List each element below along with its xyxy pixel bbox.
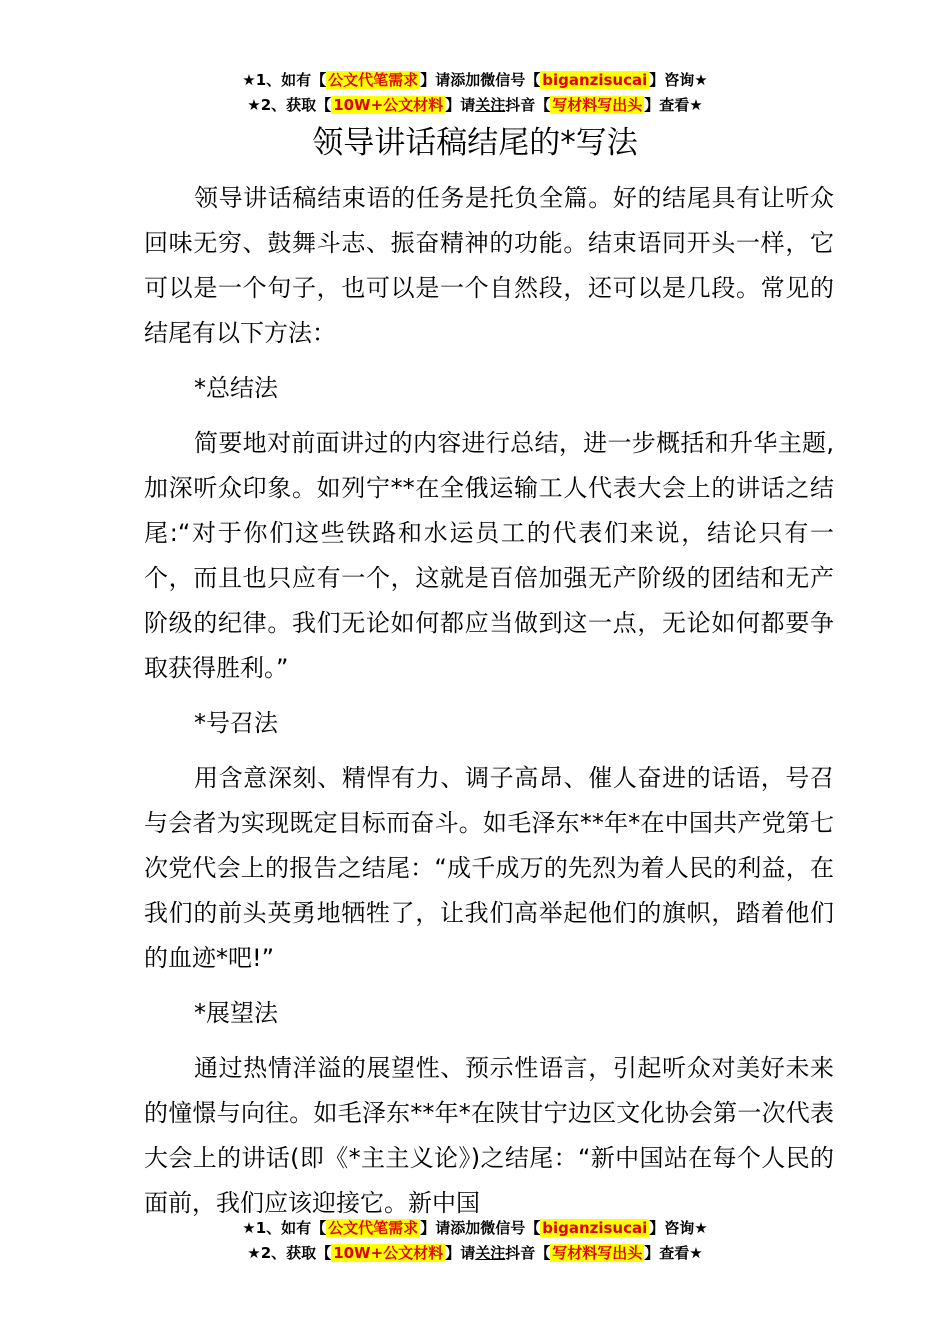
banner-line-2 xyxy=(0,1241,950,1266)
highlight-service: 公文代笔需求 xyxy=(328,71,419,89)
footer-banner xyxy=(0,1216,950,1266)
banner-text: 】咨询★ xyxy=(649,71,708,89)
banner-text: 】查看★ xyxy=(644,1244,703,1262)
paragraph: 用含意深刻、精悍有力、调子高昂、催人奋进的话语，号召与会者为实现既定目标而奋斗。如毛泽东**年*在中国共产党第七次党代会上的报告之结尾：“成千成万的先烈为着人民的利益，在我们的前头英勇地牺牲了，让我们高举起他们的旗帜，踏着他们的血迹*吧!” xyxy=(144,764,834,972)
banner-text: 】查看★ xyxy=(644,96,703,114)
banner-text: ★2、获取【 xyxy=(247,96,332,114)
paragraph: 简要地对前面讲过的内容进行总结，进一步概括和升华主题,加深听众印象。如列宁**在全俄运输工人代表大会上的讲话之结尾:“对于你们这些铁路和水运员工的代表们来说，结论只有一个，而且也只应有一个，这就是百倍加强无产阶级的团结和无产阶级的纪律。我们无论如何都应当做到这一点，无论如何都要争取获得胜利。” xyxy=(144,429,834,682)
article-body xyxy=(144,176,834,1226)
paragraph: 领导讲话稿结束语的任务是托负全篇。好的结尾具有让听众回味无穷、鼓舞斗志、振奋精神的功能。结束语同开头一样，它可以是一个句子，也可以是一个自然段，还可以是几段。常见的结尾有以下方法： xyxy=(144,184,834,347)
highlight-account: 写材料写出头 xyxy=(552,1244,643,1262)
paragraph: 通过热情洋溢的展望性、预示性语言，引起听众对美好未来的憧憬与向往。如毛泽东**年*在陕甘宁边区文化协会第一次代表大会上的讲话(即《*主主义论》)之结尾：“新中国站在每个人民的面前，我们应该迎接它。新中国 xyxy=(144,1054,834,1217)
banner-line-1 xyxy=(0,1216,950,1241)
banner-line-2 xyxy=(0,93,950,118)
banner-text: ★1、如有【 xyxy=(242,71,327,89)
highlight-materials: 10W+公文材料 xyxy=(333,96,444,114)
banner-text: 】请添加微信号【 xyxy=(420,71,541,89)
banner-text: 】请 xyxy=(445,96,476,114)
banner-text: 】请添加微信号【 xyxy=(420,1219,541,1237)
section-heading: *总结法 xyxy=(194,374,278,402)
highlight-materials: 10W+公文材料 xyxy=(333,1244,444,1262)
section-heading: *号召法 xyxy=(194,709,278,737)
banner-text: 】请 xyxy=(445,1244,476,1262)
highlight-wechat-id: biganzisucai xyxy=(542,1219,648,1237)
banner-text: ★1、如有【 xyxy=(242,1219,327,1237)
underlined-follow: 关注 xyxy=(475,96,506,114)
banner-text: ★2、获取【 xyxy=(247,1244,332,1262)
underlined-follow: 关注 xyxy=(475,1244,506,1262)
header-banner xyxy=(0,68,950,118)
highlight-service: 公文代笔需求 xyxy=(328,1219,419,1237)
section-heading: *展望法 xyxy=(194,999,278,1027)
banner-text: 抖音【 xyxy=(505,96,551,114)
banner-text: 抖音【 xyxy=(505,1244,551,1262)
highlight-wechat-id: biganzisucai xyxy=(542,71,648,89)
banner-text: 】咨询★ xyxy=(649,1219,708,1237)
page-title: 领导讲话稿结尾的*写法 xyxy=(312,125,638,161)
highlight-account: 写材料写出头 xyxy=(552,96,643,114)
banner-line-1 xyxy=(0,68,950,93)
